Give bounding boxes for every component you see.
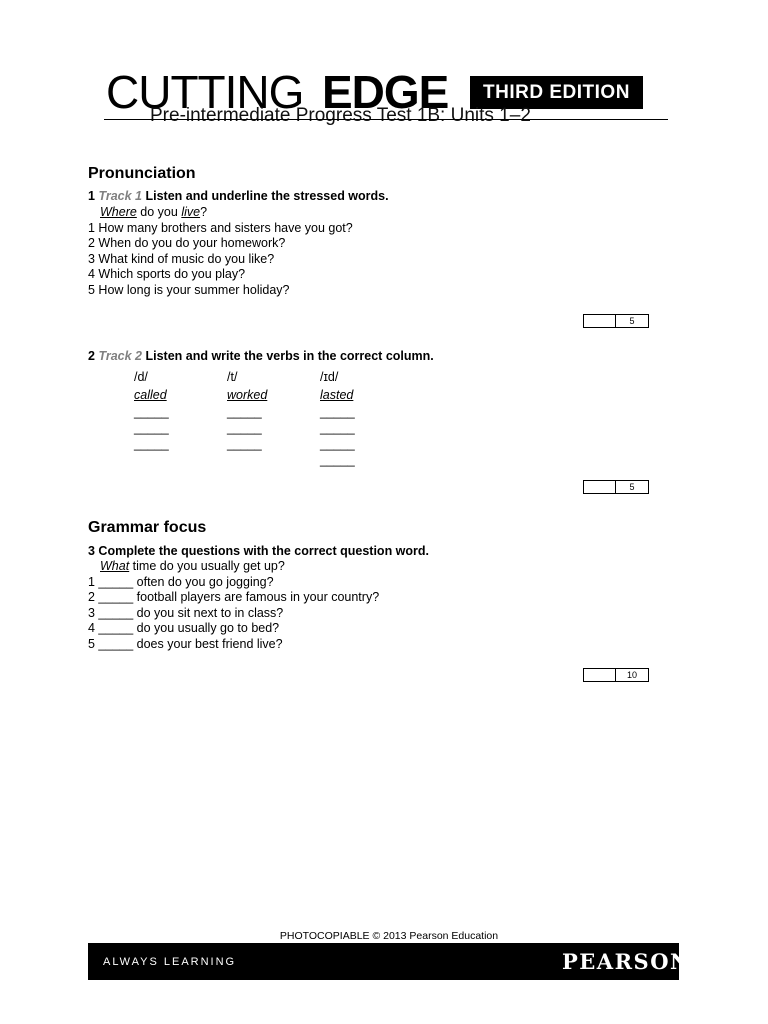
list-item: 5 _____ does your best friend live? <box>88 636 283 651</box>
score-total: 5 <box>629 316 635 326</box>
answer-blank: _____ <box>134 405 169 419</box>
answer-blank: _____ <box>320 453 355 467</box>
question-number: 2 <box>88 349 95 363</box>
question-3-example <box>100 559 285 574</box>
question-1-example <box>100 205 207 220</box>
list-item: 3 What kind of music do you like? <box>88 251 275 266</box>
example-answer: What <box>100 559 130 573</box>
example-stressed-word: Where <box>100 205 137 219</box>
score-box <box>583 314 649 328</box>
instruction-text: Listen and write the verbs in the correct column. <box>145 349 434 363</box>
section-heading-grammar: Grammar focus <box>88 519 207 536</box>
answer-blank: _____ <box>134 437 169 451</box>
test-title: Pre-intermediate Progress Test 1B: Units 1–2 <box>150 105 531 126</box>
example-text: time do you usually get up? <box>129 559 285 573</box>
column-example: worked <box>227 388 268 402</box>
list-item: 1 How many brothers and sisters have you got? <box>88 220 353 235</box>
question-number: 1 <box>88 189 95 203</box>
question-2-instruction <box>88 349 434 364</box>
footer-tagline: ALWAYS LEARNING <box>103 956 237 968</box>
pearson-logo: PEARSON <box>562 949 691 974</box>
example-text: do you <box>136 205 182 219</box>
track-label: Track 2 <box>98 349 142 363</box>
score-blank <box>584 315 616 327</box>
score-blank <box>584 669 616 681</box>
list-item: 4 _____ do you usually go to bed? <box>88 621 280 635</box>
column-symbol: /ɪd/ <box>320 370 339 384</box>
column-symbol: /d/ <box>134 370 148 384</box>
column-example: called <box>134 388 167 402</box>
example-text: ? <box>200 205 208 219</box>
score-box <box>583 668 649 682</box>
track-label: Track 1 <box>98 189 142 203</box>
score-blank <box>584 481 616 493</box>
list-item: 5 How long is your summer holiday? <box>88 282 290 297</box>
question-3-instruction: 3 Complete the questions with the correct question word. <box>88 543 430 558</box>
answer-blank: _____ <box>134 421 169 435</box>
edition-badge: THIRD EDITION <box>470 76 643 109</box>
score-total: 10 <box>626 670 637 680</box>
column-symbol: /t/ <box>227 370 238 384</box>
instruction-text: Listen and underline the stressed words. <box>145 189 389 203</box>
answer-blank: _____ <box>320 437 355 451</box>
copyright-notice: PHOTOCOPIABLE © 2013 Pearson Education <box>279 930 499 942</box>
answer-blank: _____ <box>227 405 262 419</box>
section-heading-pronunciation: Pronunciation <box>88 165 196 182</box>
answer-blank: _____ <box>227 421 262 435</box>
logo-cutting: CUTTING <box>106 66 304 118</box>
question-1-instruction <box>88 189 389 204</box>
title-rule <box>104 119 668 120</box>
score-total: 5 <box>629 482 635 492</box>
score-box <box>583 480 649 494</box>
list-item: 2 _____ football players are famous in your country? <box>88 590 380 604</box>
answer-blank: _____ <box>320 421 355 435</box>
answer-blank: _____ <box>227 437 262 451</box>
column-example: lasted <box>320 388 354 402</box>
list-item: 4 Which sports do you play? <box>88 267 246 281</box>
list-item: 2 When do you do your homework? <box>88 236 286 250</box>
logo-edge: EDGE <box>322 66 449 118</box>
answer-blank: _____ <box>320 405 355 419</box>
example-stressed-word: live <box>181 205 201 219</box>
list-item: 3 _____ do you sit next to in class? <box>88 605 284 620</box>
list-item: 1 _____ often do you go jogging? <box>88 574 274 589</box>
